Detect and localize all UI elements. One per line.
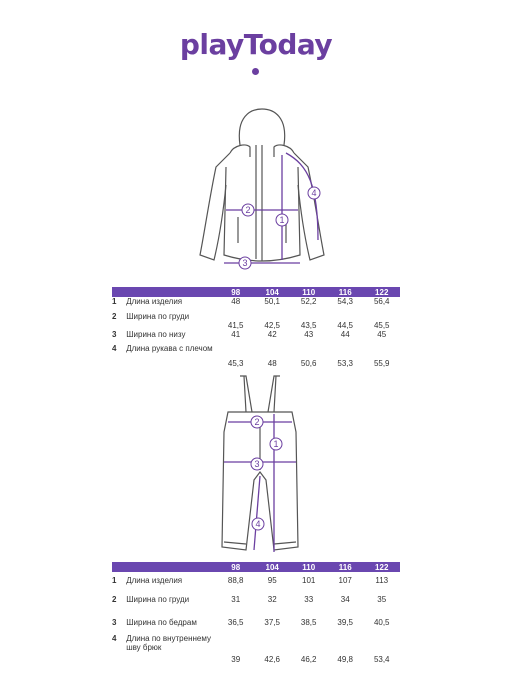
overalls-size-110: 110	[290, 562, 327, 572]
table-row: 1 Длина изделия 88,8 95 101 107 113	[112, 575, 389, 585]
overalls-size-116: 116	[327, 562, 364, 572]
overalls-marker-3: 3	[254, 459, 260, 469]
jacket-marker-2: 2	[245, 205, 251, 215]
brand-logo: playToday	[179, 28, 333, 61]
table-row: 3 Ширина по бедрам 36,5 37,5 38,5 39,5 40,5	[112, 617, 390, 627]
overalls-size-98: 98	[217, 562, 254, 572]
logo-dot	[252, 68, 259, 75]
table-row: 2 Ширина по груди 31 32 33 34 35	[112, 594, 387, 604]
jacket-size-98: 98	[217, 287, 254, 297]
overalls-size-122: 122	[363, 562, 400, 572]
overalls-sketch	[200, 372, 320, 557]
overalls-size-104: 104	[254, 562, 291, 572]
table-row: 4 Длина по внутреннему шву брюк 39 42,6 46,2 49,8 53,4	[112, 634, 390, 664]
jacket-size-110: 110	[290, 287, 327, 297]
overalls-size-table	[112, 562, 400, 664]
jacket-marker-3: 3	[242, 258, 248, 268]
jacket-size-table	[112, 287, 400, 368]
jacket-sketch	[190, 105, 330, 275]
jacket-size-104: 104	[254, 287, 291, 297]
table-row: 3 Ширина по низу 41 42 43 44 45	[112, 330, 387, 339]
jacket-marker-4: 4	[311, 188, 317, 198]
jacket-measure-lines	[224, 153, 318, 263]
table-row: 4 Длина рукава с плечом 45,3 48 50,6 53,3 55,9	[112, 344, 390, 368]
overalls-marker-2: 2	[254, 417, 260, 427]
overalls-marker-1: 1	[273, 439, 279, 449]
jacket-size-116: 116	[327, 287, 364, 297]
overalls-size-header	[112, 562, 400, 572]
table-row: 1 Длина изделия 48 50,1 52,2 54,3 56,4	[112, 297, 390, 306]
jacket-size-122: 122	[363, 287, 400, 297]
jacket-size-header	[112, 287, 400, 297]
jacket-outline-icon	[200, 109, 324, 261]
table-row: 2 Ширина по груди 41,5 42,5 43,5 44,5 45,5	[112, 312, 390, 330]
overalls-marker-4: 4	[255, 519, 261, 529]
jacket-marker-1: 1	[279, 215, 285, 225]
